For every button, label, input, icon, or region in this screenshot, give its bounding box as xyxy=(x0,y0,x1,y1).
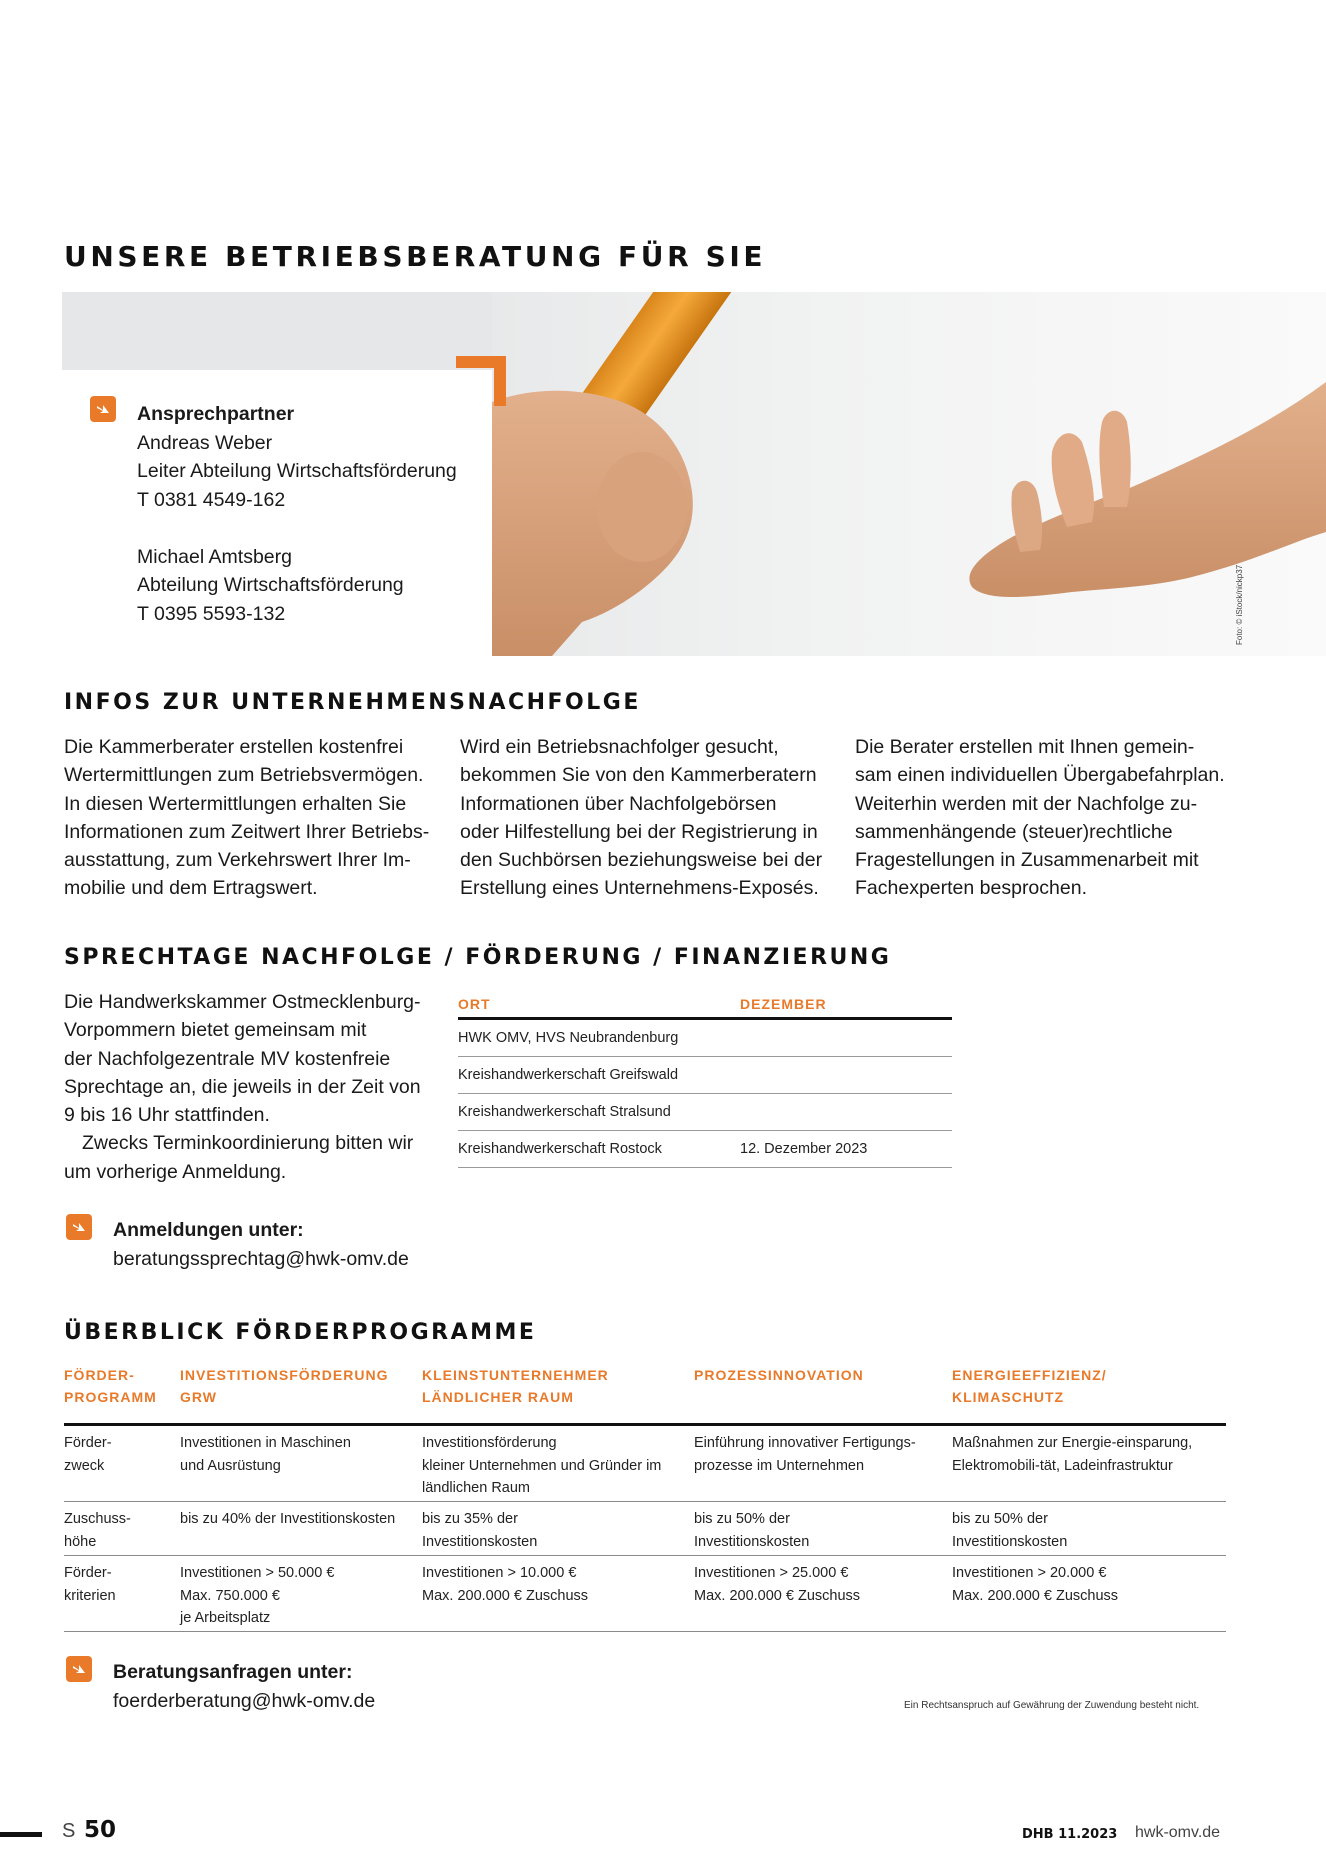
contact-phone: T 0395 5593-132 xyxy=(137,602,286,625)
arrow-down-right-icon xyxy=(66,1656,92,1682)
text-line: Wird ein Betriebsnachfolger gesucht, xyxy=(460,736,779,758)
cell-location: HWK OMV, HVS Neubrandenburg xyxy=(458,1030,679,1046)
column-header-dezember: DEZEMBER xyxy=(740,995,827,1012)
section-heading-foerderprogramme: ÜBERBLICK FÖRDERPROGRAMME xyxy=(64,1320,537,1345)
cell: Investitionen > 25.000 € Max. 200.000 € Zuschuss xyxy=(694,1565,861,1604)
text-line: mobilie und dem Ertragswert. xyxy=(64,877,318,900)
contact-heading: Ansprechpartner xyxy=(137,403,295,425)
table-row xyxy=(64,1426,1226,1502)
cell-date: 12. Dezember 2023 xyxy=(740,1141,868,1157)
column-header: INVESTITIONSFÖRDERUNG GRW xyxy=(180,1367,389,1405)
infos-column-3 xyxy=(855,733,1235,903)
table-row xyxy=(64,1556,1226,1632)
text-line: 9 bis 16 Uhr stattfinden. xyxy=(64,1104,270,1127)
contact-details xyxy=(137,400,457,628)
arrow-down-right-icon xyxy=(66,1214,92,1240)
arrow-down-right-icon xyxy=(90,396,116,422)
page-number: 50 xyxy=(84,1817,117,1843)
contact-name: Andreas Weber xyxy=(137,431,273,454)
contact-role: Abteilung Wirtschaftsförderung xyxy=(137,574,404,596)
column-header: PROZESSINNOVATION xyxy=(694,1367,864,1383)
infos-column-1 xyxy=(64,733,444,903)
text-line: Fachexperten besprochen. xyxy=(855,877,1087,900)
text-line: Informationen über Nachfolgebörsen xyxy=(460,792,777,815)
cell: bis zu 35% der Investitionskosten xyxy=(422,1511,538,1550)
text-line: sam einen individuellen Übergabefahrplan. xyxy=(855,764,1225,787)
column-header-ort: ORT xyxy=(458,995,491,1012)
registration-email-link[interactable]: beratungssprechtag@hwk-omv.de xyxy=(113,1247,409,1270)
text-line: Fragestellungen in Zusammenarbeit mit xyxy=(855,849,1199,872)
column-header: ENERGIEEFFIZIENZ/ KLIMASCHUTZ xyxy=(952,1367,1107,1405)
cell-location: Kreishandwerkerschaft Rostock xyxy=(458,1141,662,1157)
cell-location: Kreishandwerkerschaft Greifswald xyxy=(458,1067,679,1083)
contact-role: Leiter Abteilung Wirtschaftsförderung xyxy=(137,460,457,482)
text-line: sammenhängende (steuer)rechtliche xyxy=(855,820,1173,843)
cell: Investitionen > 20.000 € Max. 200.000 € Zuschuss xyxy=(952,1565,1119,1604)
cell: Investitionen > 50.000 € Max. 750.000 € je Arbeitsplatz xyxy=(180,1565,335,1626)
text-line: Zwecks Terminkoordinierung bitten wir xyxy=(82,1132,414,1155)
sprechtage-text xyxy=(64,988,444,1186)
table-row xyxy=(64,1502,1226,1556)
cell: Einführung innovativer Fertigungs- prozesse im Unternehmen xyxy=(694,1435,916,1474)
section-heading-sprechtage: SPRECHTAGE NACHFOLGE / FÖRDERUNG / FINANZIERUNG xyxy=(64,945,892,970)
sprechtage-table xyxy=(458,990,952,1168)
table-row xyxy=(458,1020,952,1057)
cell-location: Kreishandwerkerschaft Stralsund xyxy=(458,1104,671,1120)
text-line: Weiterhin werden mit der Nachfolge zu- xyxy=(855,792,1198,815)
inquiries-label: Beratungsanfragen unter: xyxy=(113,1661,353,1683)
website-link[interactable]: hwk-omv.de xyxy=(1135,1824,1221,1841)
infos-column-2 xyxy=(460,733,840,903)
text-line: Die Berater erstellen mit Ihnen gemein- xyxy=(855,736,1195,758)
cell: bis zu 40% der Investitionskosten xyxy=(180,1511,396,1527)
text-line: In diesen Wertermittlungen erhalten Sie xyxy=(64,792,407,815)
cell: Investitionsförderung kleiner Unternehmen und Gründer im ländlichen Raum xyxy=(422,1435,662,1496)
photo-baton-handover xyxy=(492,292,1326,656)
inquiries-info xyxy=(113,1658,375,1715)
text-line: Informationen zum Zeitwert Ihrer Betriebs- xyxy=(64,820,430,843)
legal-disclaimer: Ein Rechtsanspruch auf Gewährung der Zuwendung besteht nicht. xyxy=(904,1700,1200,1711)
page-prefix: S xyxy=(62,1820,76,1842)
foerderprogramme-table xyxy=(64,1364,1226,1632)
text-line: oder Hilfestellung bei der Registrierung in xyxy=(460,820,818,843)
text-line: Sprechtage an, die jeweils in der Zeit von xyxy=(64,1075,421,1098)
orange-corner-accent xyxy=(456,356,506,406)
column-header: FÖRDER- PROGRAMM xyxy=(64,1367,157,1405)
table-header xyxy=(64,1364,1226,1426)
row-label: Zuschuss- höhe xyxy=(64,1511,131,1550)
row-label: Förder- zweck xyxy=(64,1435,112,1474)
footer-rule xyxy=(0,1832,42,1837)
column-header: KLEINSTUNTERNEHMER LÄNDLICHER RAUM xyxy=(422,1367,609,1405)
text-line: um vorherige Anmeldung. xyxy=(64,1160,287,1183)
table-row xyxy=(458,1094,952,1131)
contact-phone: T 0381 4549-162 xyxy=(137,488,286,511)
cell: Investitionen in Maschinen und Ausrüstung xyxy=(180,1435,351,1474)
text-line: Wertermittlungen zum Betriebsvermögen. xyxy=(64,764,424,787)
text-line: ausstattung, zum Verkehrswert Ihrer Im- xyxy=(64,849,411,872)
cell: bis zu 50% der Investitionskosten xyxy=(952,1511,1068,1550)
row-label: Förder- kriterien xyxy=(64,1565,116,1604)
table-header xyxy=(458,990,952,1020)
text-line: Erstellung eines Unternehmens-Exposés. xyxy=(460,877,819,900)
issue-label: DHB 11.2023 xyxy=(1022,1827,1118,1842)
text-line: Die Handwerkskammer Ostmecklenburg- xyxy=(64,991,421,1013)
text-line: bekommen Sie von den Kammerberatern xyxy=(460,764,817,787)
contact-name: Michael Amtsberg xyxy=(137,545,292,568)
cell: Investitionen > 10.000 € Max. 200.000 € Zuschuss xyxy=(422,1565,589,1604)
registration-label: Anmeldungen unter: xyxy=(113,1219,304,1241)
registration-info xyxy=(113,1216,409,1273)
text-line: Vorpommern bietet gemeinsam mit xyxy=(64,1019,367,1042)
text-line: der Nachfolgezentrale MV kostenfreie xyxy=(64,1047,391,1070)
cell: bis zu 50% der Investitionskosten xyxy=(694,1511,810,1550)
text-line: Die Kammerberater erstellen kostenfrei xyxy=(64,736,404,758)
photo-credit: Foto: © iStock/nickp37 xyxy=(1235,564,1244,645)
cell: Maßnahmen zur Energie-einsparung, Elektromobili-tät, Ladeinfrastruktur xyxy=(952,1435,1193,1474)
table-row xyxy=(458,1057,952,1094)
section-heading-infos: INFOS ZUR UNTERNEHMENSNACHFOLGE xyxy=(64,690,641,715)
text-line: den Suchbörsen beziehungsweise bei der xyxy=(460,849,823,872)
inquiries-email-link[interactable]: foerderberatung@hwk-omv.de xyxy=(113,1689,376,1712)
table-row xyxy=(458,1131,952,1168)
page-title: UNSERE BETRIEBSBERATUNG FÜR SIE xyxy=(64,240,767,273)
